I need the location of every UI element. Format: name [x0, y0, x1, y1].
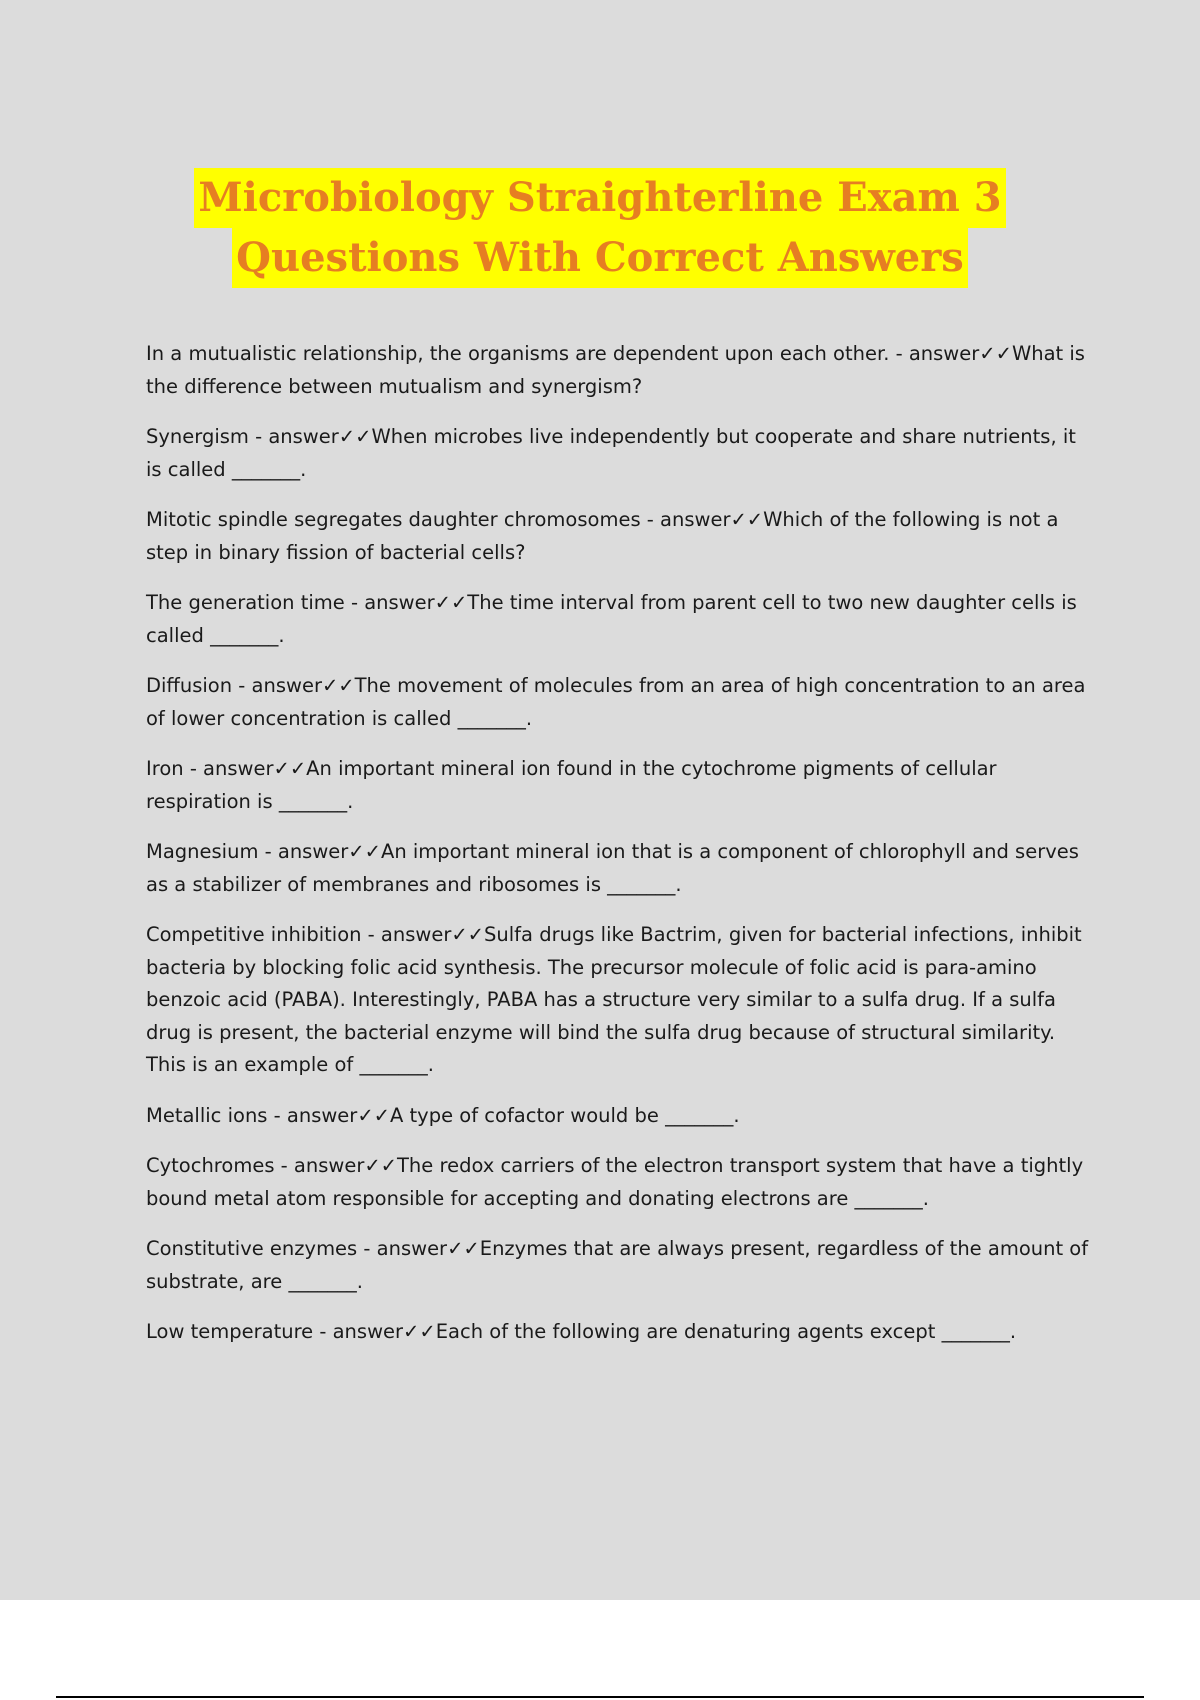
qa-item: Cytochromes - answer✓✓The redox carriers of the electron transport system that have a tightly bound metal atom responsible for accepting and donating electrons are _______. [146, 1154, 1084, 1210]
qa-item: In a mutualistic relationship, the organisms are dependent upon each other. - answer✓✓What is the difference between mutualism and synergism? [146, 342, 1085, 398]
title-line-1: Microbiology Straighterline Exam 3 [194, 168, 1005, 228]
qa-item: Constitutive enzymes - answer✓✓Enzymes that are always present, regardless of the amount of substrate, are _______. [146, 1237, 1089, 1293]
qa-list [146, 338, 1091, 1367]
qa-item: Synergism - answer✓✓When microbes live independently but cooperate and share nutrients, it is called _______. [146, 425, 1076, 481]
qa-item: Low temperature - answer✓✓Each of the following are denaturing agents except _______. [146, 1320, 1017, 1343]
qa-item: Metallic ions - answer✓✓A type of cofactor would be _______. [146, 1103, 740, 1127]
qa-item: Magnesium - answer✓✓An important mineral ion that is a component of chlorophyll and serves as a stabilizer of membranes and ribosomes is _______. [146, 840, 1079, 896]
page-footer [0, 1600, 1200, 1700]
qa-item: Iron - answer✓✓An important mineral ion found in the cytochrome pigments of cellular respiration is _______. [146, 757, 997, 813]
title-line-2: Questions With Correct Answers [232, 228, 968, 288]
qa-item: The generation time - answer✓✓The time interval from parent cell to two new daughter cells is called _______. [146, 591, 1077, 647]
qa-item: Diffusion - answer✓✓The movement of molecules from an area of high concentration to an area of lower concentration is called _______. [146, 674, 1086, 730]
qa-item: Competitive inhibition - answer✓✓Sulfa drugs like Bactrim, given for bacterial infections, inhibit bacteria by blocking folic acid synthesis. The precursor molecule of folic acid is para-amino benzoic acid (PABA). Interestingly, PABA has a structure very similar to a sulfa drug. If a sulfa drug is present, the bacterial enzyme will bind the sulfa drug because of structural similarity. This is an example of _______. [146, 923, 1082, 1076]
qa-item: Mitotic spindle segregates daughter chromosomes - answer✓✓Which of the following is not a step in binary fission of bacterial cells? [146, 508, 1059, 564]
footer-divider [56, 1696, 1144, 1698]
page-title [0, 168, 1200, 288]
